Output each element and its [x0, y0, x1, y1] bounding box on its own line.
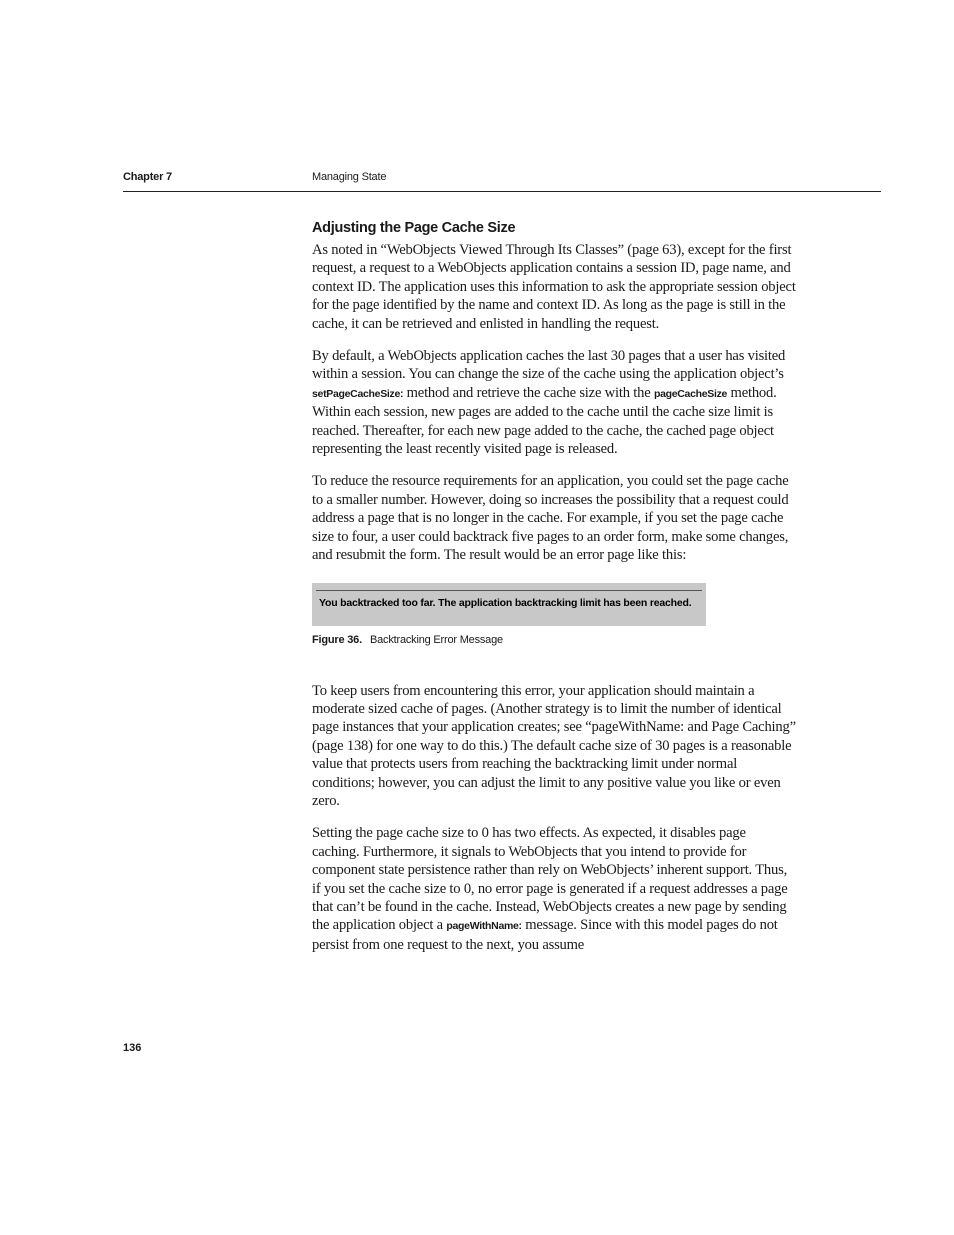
- paragraph-3: To reduce the resource requirements for an application, you could set the page cache to a smaller number. However, doing so increases the possibility that a request could address a page that is no longer in the cache. For example, if you set the page cache size to four, a user could backtrack five pages to an order form, make some changes, and resubmit the form. The result would be an error page like this:: [312, 473, 789, 564]
- running-header-title: Managing State: [312, 171, 387, 183]
- code-pagecachesize: pageCacheSize: [653, 387, 728, 400]
- running-header-chapter: Chapter 7: [123, 171, 172, 183]
- paragraph-5: Setting the page cache size to 0 has two effects. As expected, it disables page caching. Furthermore, it signals to WebObjects that you intend to provide for component state persistence rather than rely on WebObjects’ inherent support. Thus, if you set the cache size to 0, no error page is generated if a request addresses a page that can’t be found in the cache. Instead, WebObjects creates a new page by sending the application object a pageWithName: message. Since with this model pages do not persist from one request to the next, you assume: [312, 825, 788, 953]
- error-message-text: You backtracked too far. The application backtracking limit has been reached.: [319, 596, 692, 609]
- header-rule: [123, 191, 881, 192]
- paragraph-1: As noted in “WebObjects Viewed Through Its Classes” (page 63), except for the first request, a request to a WebObjects application contains a session ID, page name, and context ID. The application uses this information to ask the appropriate session object for the page identified by the name and context ID. As long as the page is still in the cache, it can be retrieved and enlisted in handling the request.: [312, 242, 796, 332]
- code-pagewithname: pageWithName:: [446, 920, 522, 933]
- figure-caption: [312, 634, 796, 646]
- paragraph-2: By default, a WebObjects application caches the last 30 pages that a user has visited within a session. You can change the size of the cache using the application object’s setPageCacheSize: method and retrieve the cache size with the pageCacheSize method. Within each session, new pages are added to the cache until the cache size limit is reached. Thereafter, for each new page added to the cache, the cached page object representing the least recently visited page is released.: [312, 348, 786, 458]
- figure-number: Figure 36.: [312, 633, 362, 646]
- error-message-figure: [312, 583, 706, 626]
- section-heading: Adjusting the Page Cache Size: [312, 220, 516, 236]
- figure-caption-text: Backtracking Error Message: [369, 633, 503, 646]
- code-setpagecachesize: setPageCacheSize:: [312, 387, 404, 400]
- paragraph-4: To keep users from encountering this error, your application should maintain a moderate sized cache of pages. (Another strategy is to limit the number of identical page instances that your application creates; see “pageWithName: and Page Caching” (page 138) for one way to do this.) The default cache size of 30 pages is a reasonable value that protects users from reaching the backtracking limit under normal conditions; however, you can adjust the limit to any positive value you like or even zero.: [312, 682, 796, 809]
- figure-rule: [316, 590, 702, 591]
- main-content: [312, 219, 796, 968]
- page-number: 136: [123, 1042, 142, 1054]
